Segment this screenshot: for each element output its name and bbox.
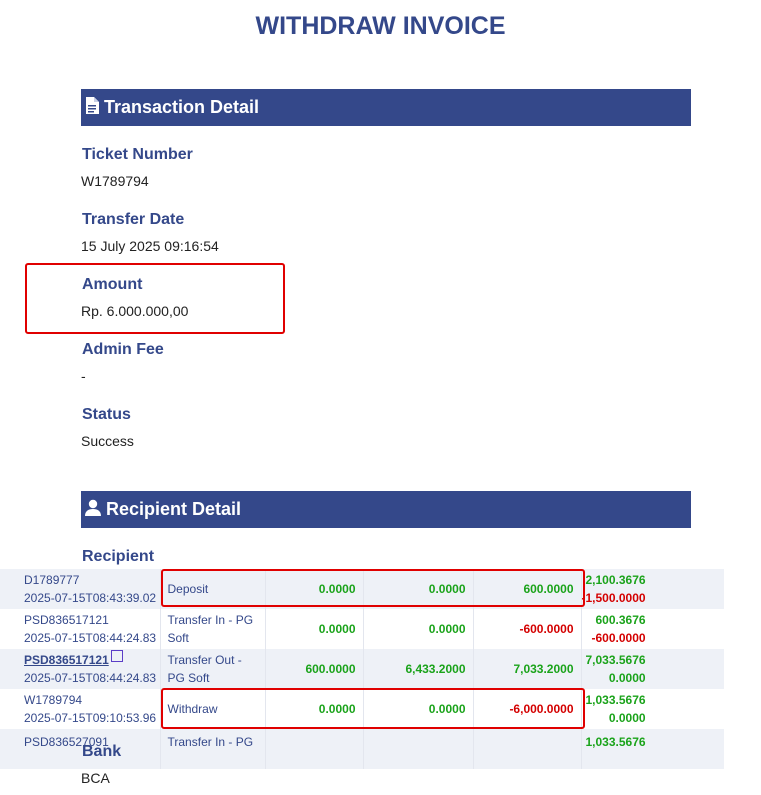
status-label: Status (82, 406, 131, 423)
ref-link[interactable]: PSD836517121 (24, 653, 109, 667)
section-heading: Recipient Detail (106, 499, 242, 519)
balance-line-1: 600.3676 (595, 613, 646, 627)
balance-line-1: 2,100.3676 (585, 573, 646, 587)
ref-time: 2025-07-15T08:44:24.83 (24, 671, 157, 685)
recipient-label: Recipient (82, 548, 155, 565)
amount-cell (473, 729, 581, 769)
admin-fee-label: Admin Fee (82, 341, 164, 358)
balance-line-2: -1,500.0000 (581, 591, 646, 605)
transfer-date-value: 15 July 2025 09:16:54 (81, 238, 219, 254)
balance-cell (581, 729, 724, 769)
balance-line-1: 7,033.5676 (585, 653, 646, 667)
ticket-number-value: W1789794 (81, 173, 149, 189)
amount-cell: 0.0000 (265, 689, 363, 729)
balance-cell (581, 649, 724, 689)
table-row (0, 569, 724, 609)
transaction-history-table (0, 569, 724, 769)
amount-cell: 0.0000 (265, 609, 363, 649)
balance-line-2: -600.0000 (591, 631, 646, 645)
ref-cell (0, 649, 160, 689)
ref-id: PSD836527091 (24, 735, 109, 749)
ref-time: 2025-07-15T08:43:39.02 (24, 591, 157, 605)
transaction-history-overlay (0, 569, 761, 749)
bank-value: BCA (81, 770, 110, 786)
type-cell (160, 569, 265, 609)
amount-cell (265, 729, 363, 769)
amount-cell: 0.0000 (363, 689, 473, 729)
amount-value: Rp. 6.000.000,00 (81, 303, 189, 319)
type-cell (160, 729, 265, 769)
ref-id: D1789777 (24, 573, 80, 587)
table-row (0, 689, 724, 729)
ticket-number-label: Ticket Number (82, 146, 193, 163)
transfer-date-label: Transfer Date (82, 211, 185, 228)
page-title: WITHDRAW INVOICE (255, 12, 506, 40)
amount-cell: 6,433.2000 (363, 649, 473, 689)
amount-cell: 0.0000 (363, 609, 473, 649)
amount-cell: 0.0000 (363, 569, 473, 609)
ref-cell (0, 609, 160, 649)
amount-highlight-box (25, 263, 285, 334)
type-cell (160, 649, 265, 689)
balance-cell (581, 569, 724, 609)
amount-cell: -6,000.0000 (473, 689, 581, 729)
balance-cell (581, 609, 724, 649)
user-icon (85, 499, 106, 521)
table-row (0, 649, 724, 689)
amount-cell: 600.0000 (473, 569, 581, 609)
copy-icon[interactable] (111, 650, 123, 662)
type-cell (160, 689, 265, 729)
balance-cell (581, 689, 724, 729)
ref-cell (0, 689, 160, 729)
balance-line-1: 1,033.5676 (585, 735, 646, 749)
ref-time: 2025-07-15T08:44:24.83 (24, 631, 157, 645)
document-icon (85, 97, 104, 119)
admin-fee-value: - (81, 368, 86, 384)
type-cell (160, 609, 265, 649)
ref-id: PSD836517121 (24, 613, 109, 627)
amount-cell: -600.0000 (473, 609, 581, 649)
ref-cell (0, 569, 160, 609)
recipient-detail-header (81, 491, 691, 528)
table-row (0, 609, 724, 649)
type-line-1: Transfer In - PG (167, 613, 254, 627)
type-line-2: Soft (167, 631, 189, 645)
balance-line-2: 0.0000 (608, 671, 646, 685)
amount-label: Amount (82, 276, 143, 293)
type-line-1: Withdraw (167, 702, 218, 716)
section-heading: Transaction Detail (104, 97, 260, 117)
ref-id: W1789794 (24, 693, 83, 707)
bank-label: Bank (82, 743, 122, 760)
status-value: Success (81, 433, 134, 449)
amount-cell (363, 729, 473, 769)
balance-line-2: 0.0000 (608, 711, 646, 725)
transaction-detail-header (81, 89, 691, 126)
amount-cell: 600.0000 (265, 649, 363, 689)
type-line-1: Deposit (167, 582, 209, 596)
type-line-2: PG Soft (167, 671, 210, 685)
type-line-1: Transfer In - PG (167, 735, 254, 749)
type-line-1: Transfer Out - (167, 653, 242, 667)
ref-time: 2025-07-15T09:10:53.96 (24, 711, 157, 725)
amount-cell: 7,033.2000 (473, 649, 581, 689)
ref-cell (0, 729, 160, 769)
amount-cell: 0.0000 (265, 569, 363, 609)
balance-line-1: 1,033.5676 (585, 693, 646, 707)
